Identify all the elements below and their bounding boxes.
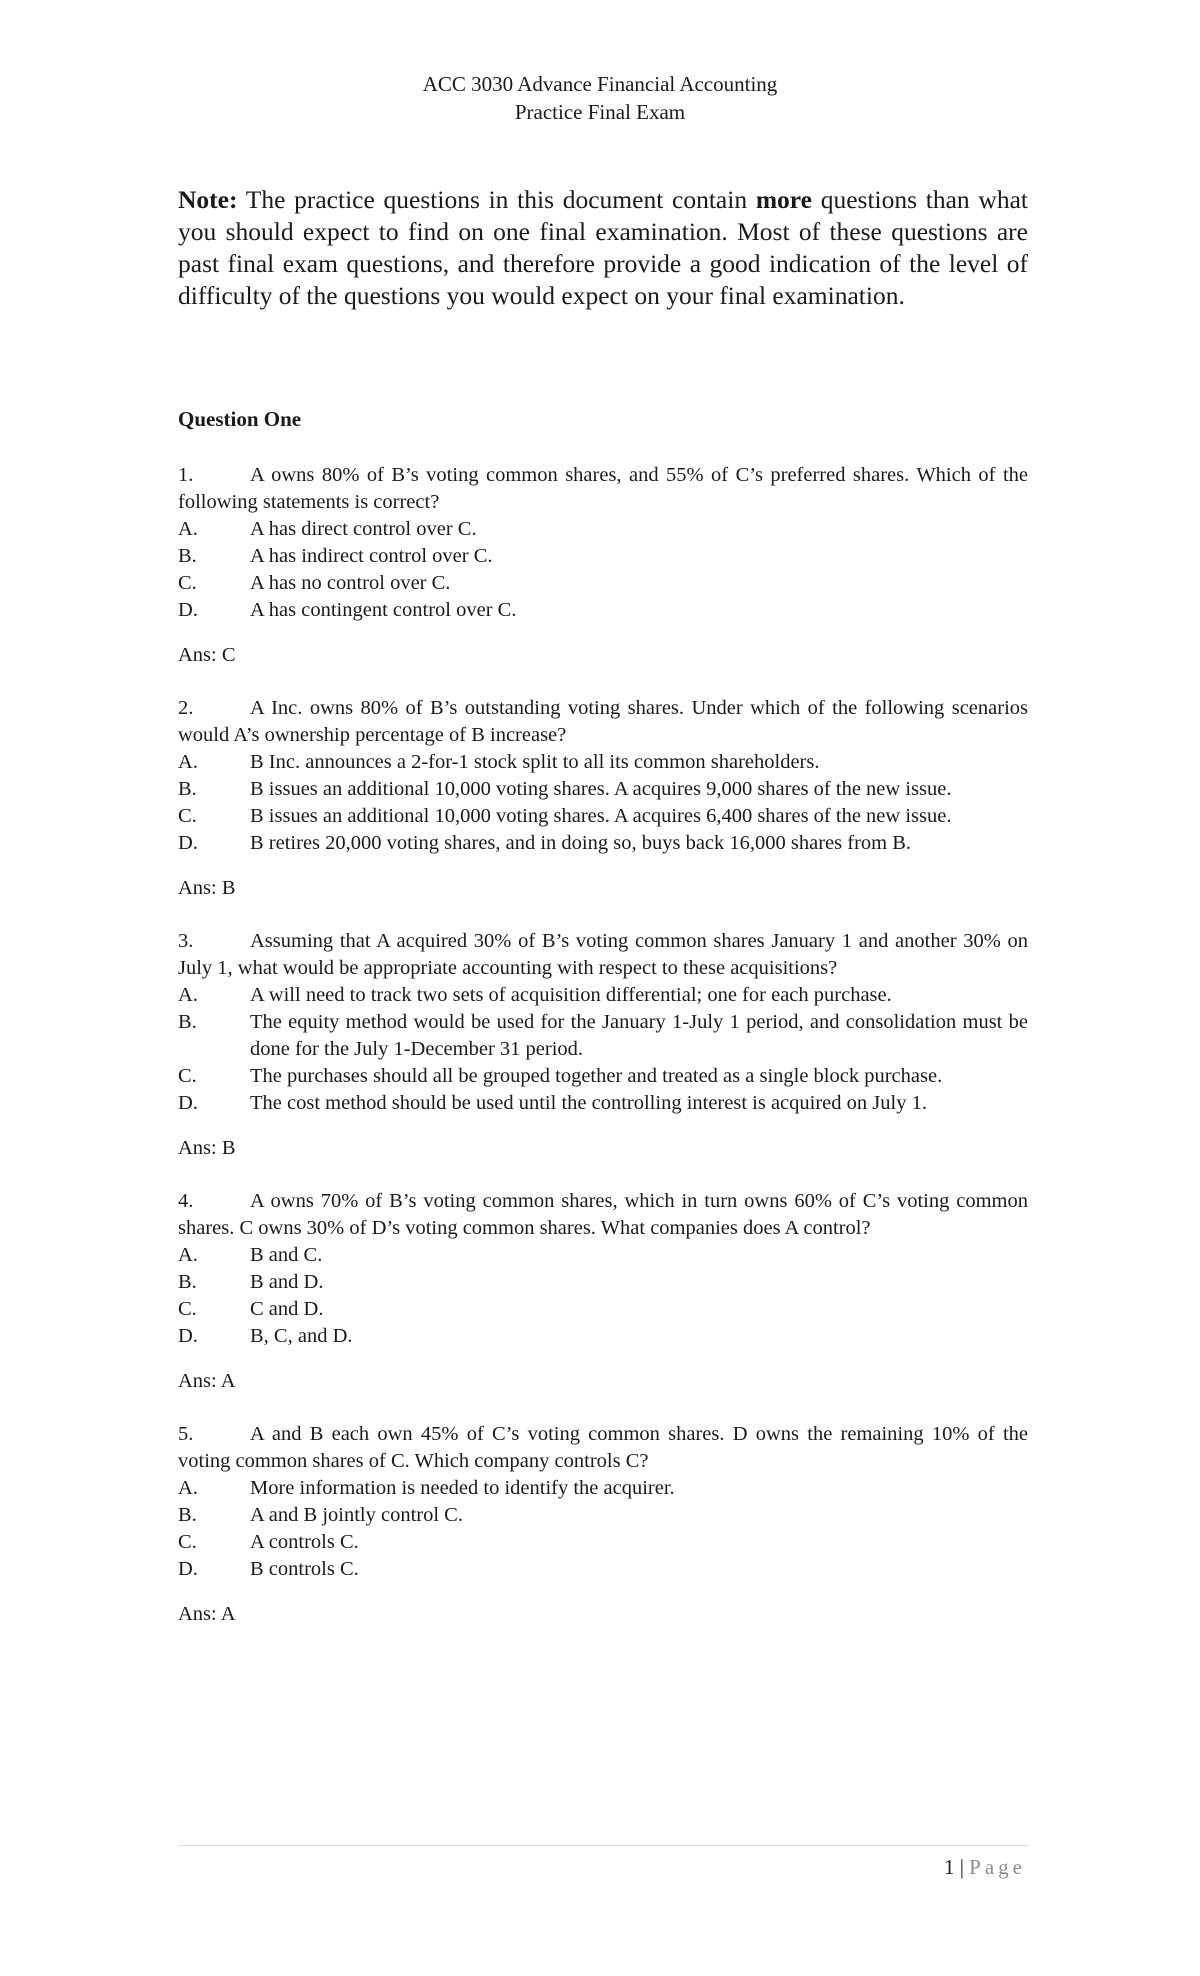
- option-text: B Inc. announces a 2-for-1 stock split to all its common shareholders.: [250, 751, 820, 773]
- option: [178, 1242, 1028, 1269]
- question-3: [178, 928, 1028, 1162]
- option-letter: B.: [178, 778, 197, 800]
- option-letter: A.: [178, 751, 198, 773]
- option: [178, 543, 1028, 570]
- option: [178, 1529, 1028, 1556]
- question-text: A owns 80% of B’s voting common shares, and 55% of C’s preferred shares. Which of the following statements is correct?: [178, 464, 1028, 513]
- option-text: More information is needed to identify the acquirer.: [250, 1477, 675, 1499]
- question-stem: [178, 1188, 1028, 1242]
- option-text: B and D.: [250, 1271, 324, 1293]
- question-list: [178, 462, 1028, 1654]
- option-letter: C.: [178, 1298, 197, 1320]
- option-letter: D.: [178, 1325, 198, 1347]
- option: [178, 982, 1028, 1009]
- question-4: [178, 1188, 1028, 1395]
- page-number: 1: [943, 1855, 955, 1879]
- option-text: B, C, and D.: [250, 1325, 353, 1347]
- question-1: [178, 462, 1028, 669]
- question-text: Assuming that A acquired 30% of B’s voting common shares January 1 and another 30% on July 1, what would be appropriate accounting with respect to these acquisitions?: [178, 930, 1028, 979]
- answer-line: Ans: C: [178, 644, 236, 666]
- question-stem: [178, 1421, 1028, 1475]
- question-stem: [178, 462, 1028, 516]
- note-paragraph: [178, 184, 1028, 312]
- option-letter: C.: [178, 1065, 197, 1087]
- question-number: 2.: [178, 697, 194, 719]
- option-text: A has contingent control over C.: [250, 599, 517, 621]
- course-title: ACC 3030 Advance Financial Accounting: [422, 72, 778, 96]
- question-number: 5.: [178, 1423, 194, 1445]
- option: [178, 1475, 1028, 1502]
- note-text-after: questions than what you should expect to find on one final examination. Most of these questions are past final exam questions, and therefore provide a good indication of the level of difficulty of the questions you would expect on your final examination.: [178, 185, 1028, 310]
- option-text: B retires 20,000 voting shares, and in doing so, buys back 16,000 shares from B.: [250, 832, 912, 854]
- question-number: 3.: [178, 930, 194, 952]
- option-letter: D.: [178, 1092, 198, 1114]
- option-text: The equity method would be used for the January 1-July 1 period, and consolidation must be done for the July 1-December 31 period.: [250, 1011, 1028, 1060]
- option-letter: D.: [178, 599, 198, 621]
- document-header: [0, 70, 1200, 126]
- option-letter: C.: [178, 1531, 197, 1553]
- option-text: B controls C.: [250, 1558, 359, 1580]
- option-text: The cost method should be used until the controlling interest is acquired on July 1.: [250, 1092, 927, 1114]
- option: [178, 1323, 1028, 1350]
- section-title: Question One: [178, 407, 302, 431]
- exam-title: Practice Final Exam: [514, 100, 686, 124]
- answer-line: Ans: B: [178, 877, 236, 899]
- option-text: A will need to track two sets of acquisition differential; one for each purchase.: [250, 984, 892, 1006]
- note-label: Note:: [178, 185, 238, 214]
- question-number: 1.: [178, 464, 194, 486]
- note-emphasis: more: [755, 185, 812, 214]
- option-letter: A.: [178, 984, 198, 1006]
- option-text: A and B jointly control C.: [250, 1504, 463, 1526]
- option-letter: D.: [178, 832, 198, 854]
- page-footer: [944, 1855, 1026, 1880]
- option-text: A has no control over C.: [250, 572, 451, 594]
- option: [178, 803, 1028, 830]
- option: [178, 570, 1028, 597]
- answer-line: Ans: A: [178, 1603, 236, 1625]
- answer-line: Ans: A: [178, 1370, 236, 1392]
- option: [178, 516, 1028, 543]
- option: [178, 749, 1028, 776]
- option-letter: C.: [178, 572, 197, 594]
- option: [178, 776, 1028, 803]
- option-text: A has direct control over C.: [250, 518, 477, 540]
- option-letter: B.: [178, 545, 197, 567]
- option-text: B and C.: [250, 1244, 323, 1266]
- option: [178, 830, 1028, 857]
- option: [178, 1063, 1028, 1090]
- option-letter: A.: [178, 518, 198, 540]
- question-stem: [178, 928, 1028, 982]
- option-letter: C.: [178, 805, 197, 827]
- option-letter: A.: [178, 1244, 198, 1266]
- question-number: 4.: [178, 1190, 194, 1212]
- option: [178, 597, 1028, 624]
- page-word: Page: [969, 1855, 1026, 1879]
- option: [178, 1269, 1028, 1296]
- question-text: A and B each own 45% of C’s voting common shares. D owns the remaining 10% of the voting common shares of C. Which company controls C?: [178, 1423, 1028, 1472]
- option: [178, 1556, 1028, 1583]
- page-separator: |: [954, 1855, 970, 1879]
- question-2: [178, 695, 1028, 902]
- option-text: A controls C.: [250, 1531, 359, 1553]
- option: [178, 1502, 1028, 1529]
- option: [178, 1090, 1028, 1117]
- option: [178, 1009, 1028, 1063]
- answer-line: Ans: B: [178, 1137, 236, 1159]
- option-letter: B.: [178, 1011, 197, 1033]
- option-text: A has indirect control over C.: [250, 545, 493, 567]
- note-text-before: The practice questions in this document contain: [237, 185, 756, 214]
- option-text: B issues an additional 10,000 voting shares. A acquires 6,400 shares of the new issue.: [250, 805, 952, 827]
- question-5: [178, 1421, 1028, 1628]
- option-letter: B.: [178, 1271, 197, 1293]
- option: [178, 1296, 1028, 1323]
- footer-divider: [178, 1845, 1028, 1846]
- option-letter: D.: [178, 1558, 198, 1580]
- question-text: A owns 70% of B’s voting common shares, which in turn owns 60% of C’s voting common shares. C owns 30% of D’s voting common shares. What companies does A control?: [178, 1190, 1028, 1239]
- option-text: The purchases should all be grouped together and treated as a single block purchase.: [250, 1065, 943, 1087]
- option-text: C and D.: [250, 1298, 324, 1320]
- question-text: A Inc. owns 80% of B’s outstanding voting shares. Under which of the following scenarios would A’s ownership percentage of B increase?: [178, 697, 1028, 746]
- option-letter: B.: [178, 1504, 197, 1526]
- question-stem: [178, 695, 1028, 749]
- option-letter: A.: [178, 1477, 198, 1499]
- option-text: B issues an additional 10,000 voting shares. A acquires 9,000 shares of the new issue.: [250, 778, 952, 800]
